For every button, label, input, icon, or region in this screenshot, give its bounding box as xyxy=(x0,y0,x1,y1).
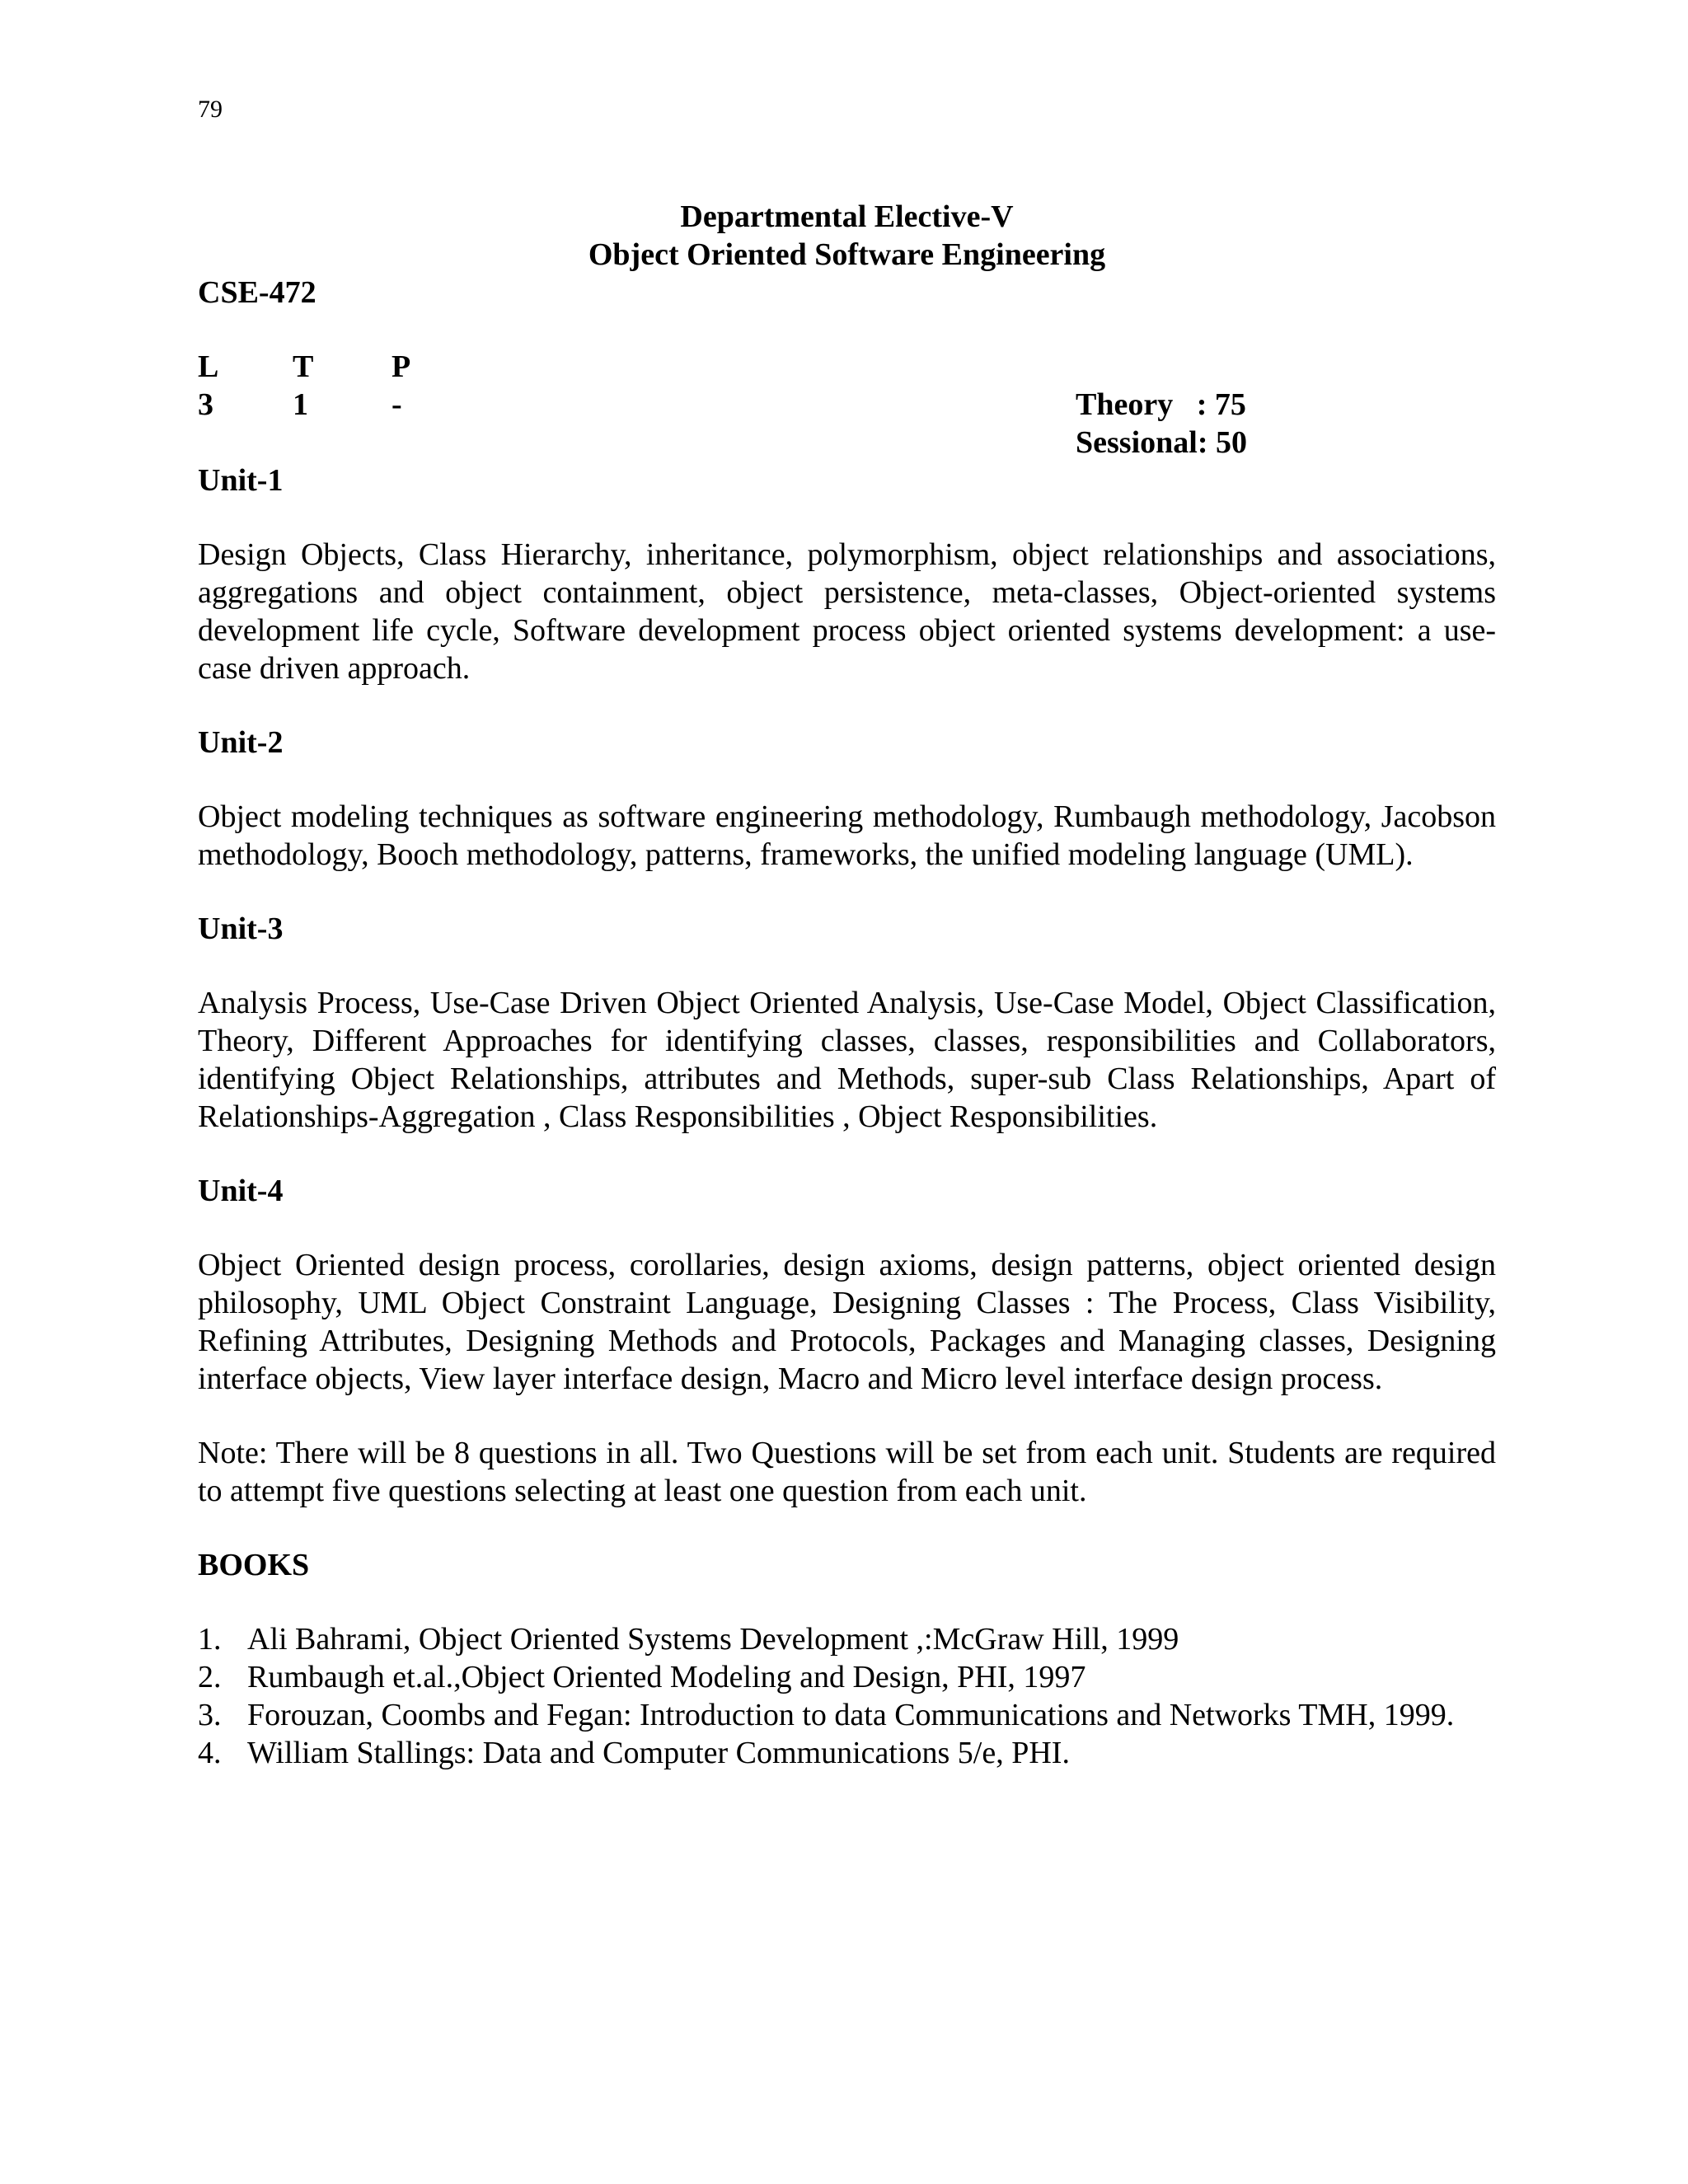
unit-4-text: Object Oriented design process, corollaries, design axioms, design patterns, object oriented design philosophy, UML Object Constraint Language, Designing Classes : The Process, Class Visibility, Refining Attributes, Designing Methods and Protocols, Packages and Managing classes, Designing interface objects, View layer interface design, Macro and Micro level interface design process. xyxy=(198,1248,1496,1396)
unit-3-heading: Unit-3 xyxy=(198,912,284,946)
book-number: 2. xyxy=(198,1660,222,1694)
books-heading: BOOKS xyxy=(198,1548,310,1582)
book-item xyxy=(198,1696,1496,1734)
course-title: Object Oriented Software Engineering xyxy=(588,237,1106,272)
page-number: 79 xyxy=(198,96,223,123)
book-item xyxy=(198,1734,1496,1772)
book-item xyxy=(198,1620,1496,1658)
ltp-header-t: T xyxy=(293,349,314,384)
course-code: CSE-472 xyxy=(198,275,316,310)
ltp-value-t: 1 xyxy=(293,387,308,422)
elective-heading: Departmental Elective-V xyxy=(680,199,1014,234)
sessional-marks: Sessional: 50 xyxy=(1076,425,1247,460)
unit-2-heading: Unit-2 xyxy=(198,725,284,760)
syllabus-content xyxy=(198,198,1496,1772)
exam-note: Note: There will be 8 questions in all. Two Questions will be set from each unit. Students are required to attempt five questions selecting at least one question from each unit. xyxy=(198,1436,1496,1508)
book-text: William Stallings: Data and Computer Communications 5/e, PHI. xyxy=(247,1736,1070,1770)
ltp-value-p: - xyxy=(392,387,402,422)
books-list xyxy=(198,1620,1496,1772)
ltp-header-l: L xyxy=(198,349,219,384)
unit-1-text: Design Objects, Class Hierarchy, inheritance, polymorphism, object relationships and associations, aggregations and object containment, object persistence, meta-classes, Object-oriented systems development life cycle, Software development process object oriented systems development: a use-case driven approach. xyxy=(198,537,1496,686)
book-number: 4. xyxy=(198,1736,222,1770)
marks-block xyxy=(1076,386,1247,462)
ltp-block xyxy=(198,348,1496,460)
ltp-value-l: 3 xyxy=(198,387,213,422)
ltp-header-row xyxy=(198,348,1496,386)
book-item xyxy=(198,1658,1496,1696)
unit-2-text: Object modeling techniques as software engineering methodology, Rumbaugh methodology, Jacobson methodology, Booch methodology, patterns, frameworks, the unified modeling language (UML). xyxy=(198,799,1496,872)
ltp-header-p: P xyxy=(392,349,411,384)
book-number: 3. xyxy=(198,1698,222,1732)
book-text: Forouzan, Coombs and Fegan: Introduction to data Communications and Networks TMH, 1999. xyxy=(247,1698,1455,1732)
book-number: 1. xyxy=(198,1622,222,1657)
course-title-block xyxy=(198,198,1496,274)
book-text: Rumbaugh et.al.,Object Oriented Modeling and Design, PHI, 1997 xyxy=(247,1660,1086,1694)
ltp-values-row xyxy=(198,386,1496,424)
book-text: Ali Bahrami, Object Oriented Systems Development ,:McGraw Hill, 1999 xyxy=(247,1622,1179,1657)
unit-3-text: Analysis Process, Use-Case Driven Object Oriented Analysis, Use-Case Model, Object Classification, Theory, Different Approaches for identifying classes, classes, responsibilities and Collaborators, identifying Object Relationships, attributes and Methods, super-sub Class Relationships, Apart of Relationships-Aggregation , Class Responsibilities , Object Responsibilities. xyxy=(198,986,1496,1134)
unit-4-heading: Unit-4 xyxy=(198,1174,284,1208)
theory-marks: Theory : 75 xyxy=(1076,387,1246,422)
unit-1-heading: Unit-1 xyxy=(198,463,284,498)
